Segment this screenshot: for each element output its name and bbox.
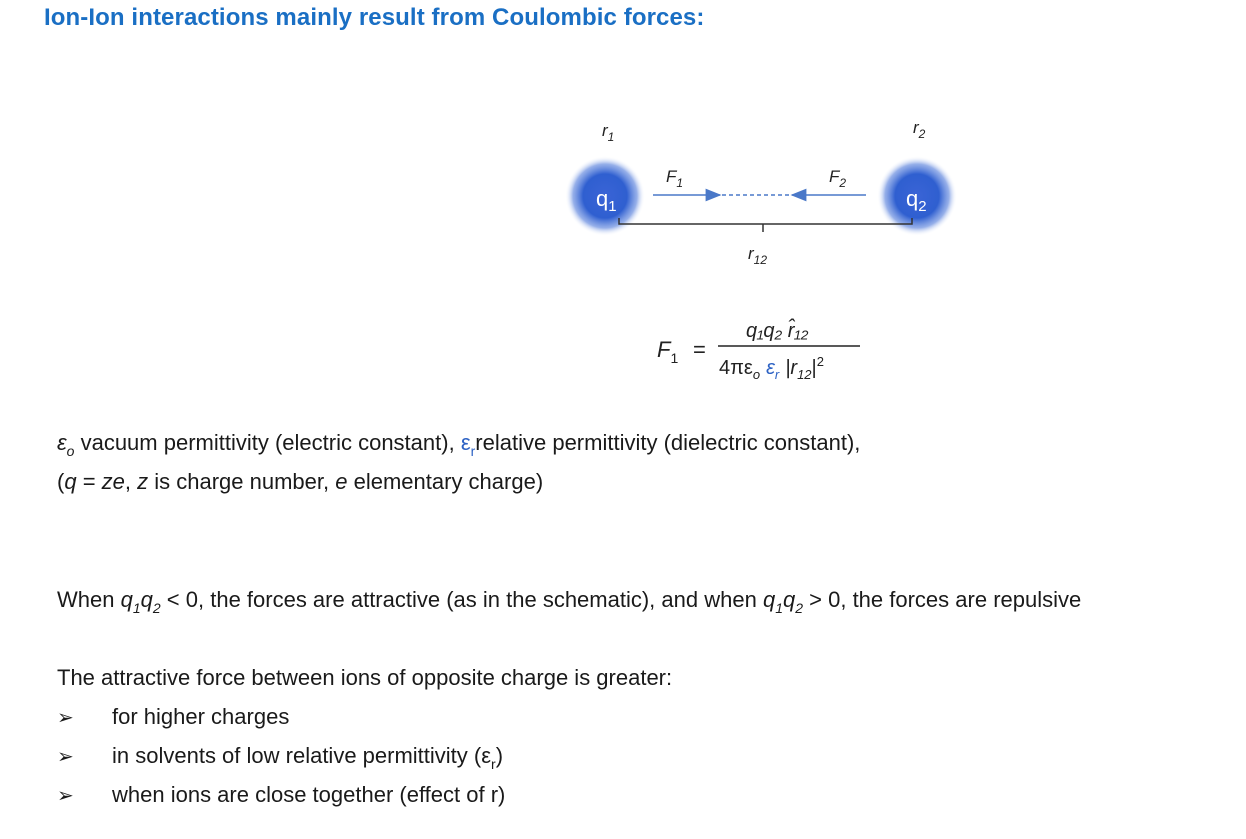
ion-interaction-diagram (0, 0, 1246, 400)
eps-r-description: relative permittivity (dielectric constant), (475, 430, 861, 455)
bullet-item (57, 782, 505, 808)
eps-r-symbol: ε (460, 430, 471, 455)
bullet-text: when ions are close together (effect of r) (112, 782, 506, 807)
definitions-line-1 (57, 430, 860, 459)
r1-label: $r_1$ (602, 121, 615, 144)
eps-r-sub: r (470, 443, 476, 459)
bullet-sub: r (491, 756, 496, 772)
equation-denominator: $4\pi\varepsilon_o$ $\varepsilon_r$ $|r_{12}|^2$ (719, 354, 824, 382)
equation-numerator: q₁q₂ r̂₁₂ (746, 320, 809, 342)
eps-o-description: vacuum permittivity (electric constant), (74, 430, 461, 455)
bullet-text: in solvents of low relative permittivity (ε (112, 743, 492, 768)
definitions-line-2: (q = ze, z is charge number, e elementary charge) (57, 469, 544, 494)
bullet-item (57, 743, 503, 772)
eps-o-sub: o (66, 443, 75, 459)
f2-label: $F_2$ (829, 167, 847, 190)
bullet-text: for higher charges (112, 704, 290, 729)
equation-lhs: $F_1$ (657, 337, 679, 366)
q1-label: $q_1$ (596, 186, 617, 215)
eps-o-symbol: ε (57, 430, 67, 455)
coulomb-equation (657, 318, 860, 382)
bullet-arrow-icon: ➢ (57, 785, 74, 807)
r12-label: $r_{12}$ (748, 244, 768, 267)
q2-label: $q_2$ (906, 186, 927, 215)
bullet-arrow-icon: ➢ (57, 707, 74, 729)
slide-title: Ion-Ion interactions mainly result from Coulombic forces: (44, 4, 705, 31)
r2-label: $r_2$ (913, 118, 926, 141)
bullet-arrow-icon: ➢ (57, 746, 74, 768)
f1-label: $F_1$ (666, 167, 684, 190)
condition-line: When $q_1q_2 < 0$, the forces are attractive (as in the schematic), and when $q_1q_2 > 0$, the forces are repulsive (57, 587, 1082, 616)
bullet-close: ) (495, 743, 504, 768)
r12-bracket (619, 218, 912, 224)
bullet-item (57, 704, 289, 730)
attractive-intro: The attractive force between ions of opposite charge is greater: (57, 665, 673, 690)
equation-equals: = (693, 337, 706, 362)
